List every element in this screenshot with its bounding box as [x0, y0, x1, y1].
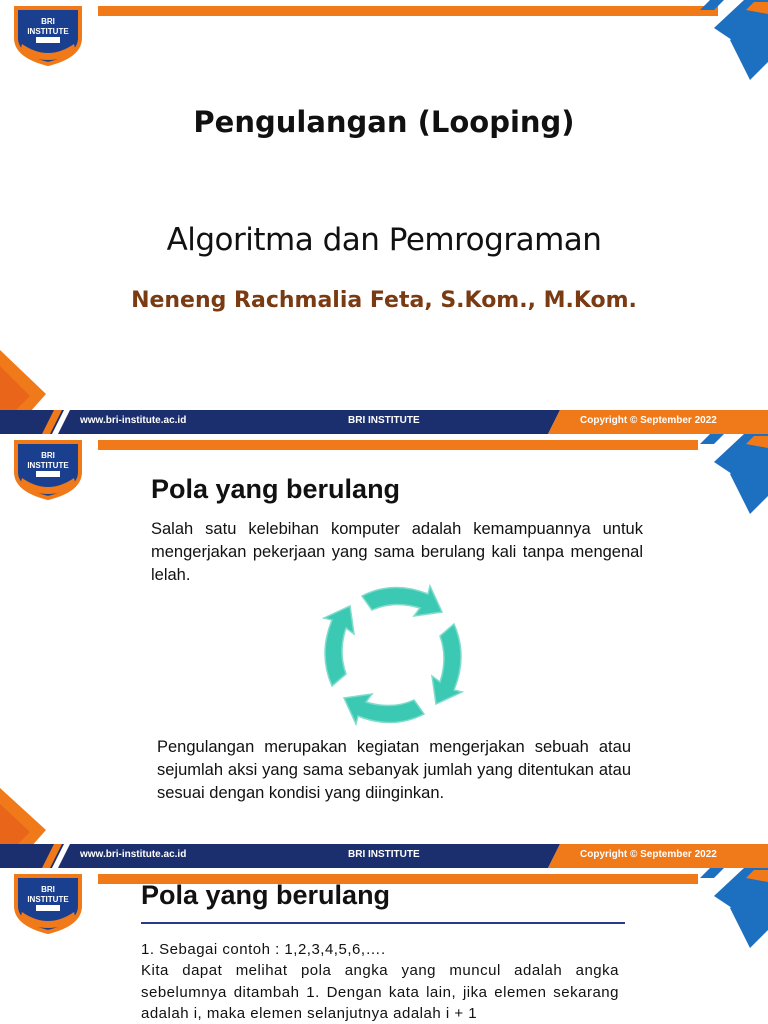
- slide-heading: Pola yang berulang: [141, 880, 391, 910]
- logo-line1: BRI: [41, 451, 55, 460]
- course-subtitle: Algoritma dan Pemrograman: [166, 222, 602, 258]
- bri-institute-logo: [10, 438, 86, 500]
- top-right-corner-decoration: [690, 434, 768, 514]
- definition-paragraph: Pengulangan merupakan kegiatan mengerjakan sebuah atau sejumlah aksi yang sama sebanyak jumlah yang ditentukan atau sesuai dengan kondisi yang diinginkan.: [157, 738, 631, 802]
- bri-institute-logo: [10, 872, 86, 934]
- cycle-arrows-icon: [318, 582, 468, 728]
- left-orange-arrow-decoration: [0, 350, 60, 412]
- logo-line1: BRI: [41, 885, 55, 894]
- slide-heading: Pola yang berulang: [151, 474, 401, 504]
- left-orange-arrow-decoration: [0, 788, 60, 848]
- footer-bar: [0, 844, 768, 868]
- footer-copyright: Copyright © September 2022: [580, 849, 717, 860]
- example-explanation: Kita dapat melihat pola angka yang muncul adalah angka sebelumnya ditambah 1. Dengan kata lain, jika elemen sekarang adalah i, maka elemen selanjutnya adalah i + 1: [141, 962, 619, 1022]
- footer-url: www.bri-institute.ac.id: [80, 849, 187, 860]
- bri-institute-logo: [10, 4, 86, 66]
- logo-line2: INSTITUTE: [27, 461, 69, 470]
- footer-copyright: Copyright © September 2022: [580, 415, 717, 426]
- footer-center: BRI INSTITUTE: [348, 849, 420, 860]
- intro-paragraph: Salah satu kelebihan komputer adalah kemampuannya untuk mengerjakan pekerjaan yang sama berulang kali tanpa mengenal lelah.: [151, 520, 643, 584]
- top-orange-bar: [98, 6, 718, 16]
- footer-url: www.bri-institute.ac.id: [80, 415, 187, 426]
- slide-title: [0, 0, 768, 434]
- footer-center: BRI INSTITUTE: [348, 415, 420, 426]
- footer-bar: [0, 410, 768, 434]
- heading-underline: [141, 922, 625, 924]
- logo-line1: BRI: [41, 17, 55, 26]
- presentation-title: Pengulangan (Looping): [193, 105, 575, 139]
- logo-line2: INSTITUTE: [27, 895, 69, 904]
- slide-pola-berulang: [0, 434, 768, 868]
- top-orange-bar: [98, 440, 698, 450]
- top-right-corner-decoration: [690, 0, 768, 80]
- logo-line2: INSTITUTE: [27, 27, 69, 36]
- slide-pola-berulang-contoh: [0, 868, 768, 1024]
- example-item: 1. Sebagai contoh : 1,2,3,4,5,6,….: [141, 941, 386, 958]
- top-right-corner-decoration: [690, 868, 768, 948]
- author-name: Neneng Rachmalia Feta, S.Kom., M.Kom.: [131, 288, 637, 313]
